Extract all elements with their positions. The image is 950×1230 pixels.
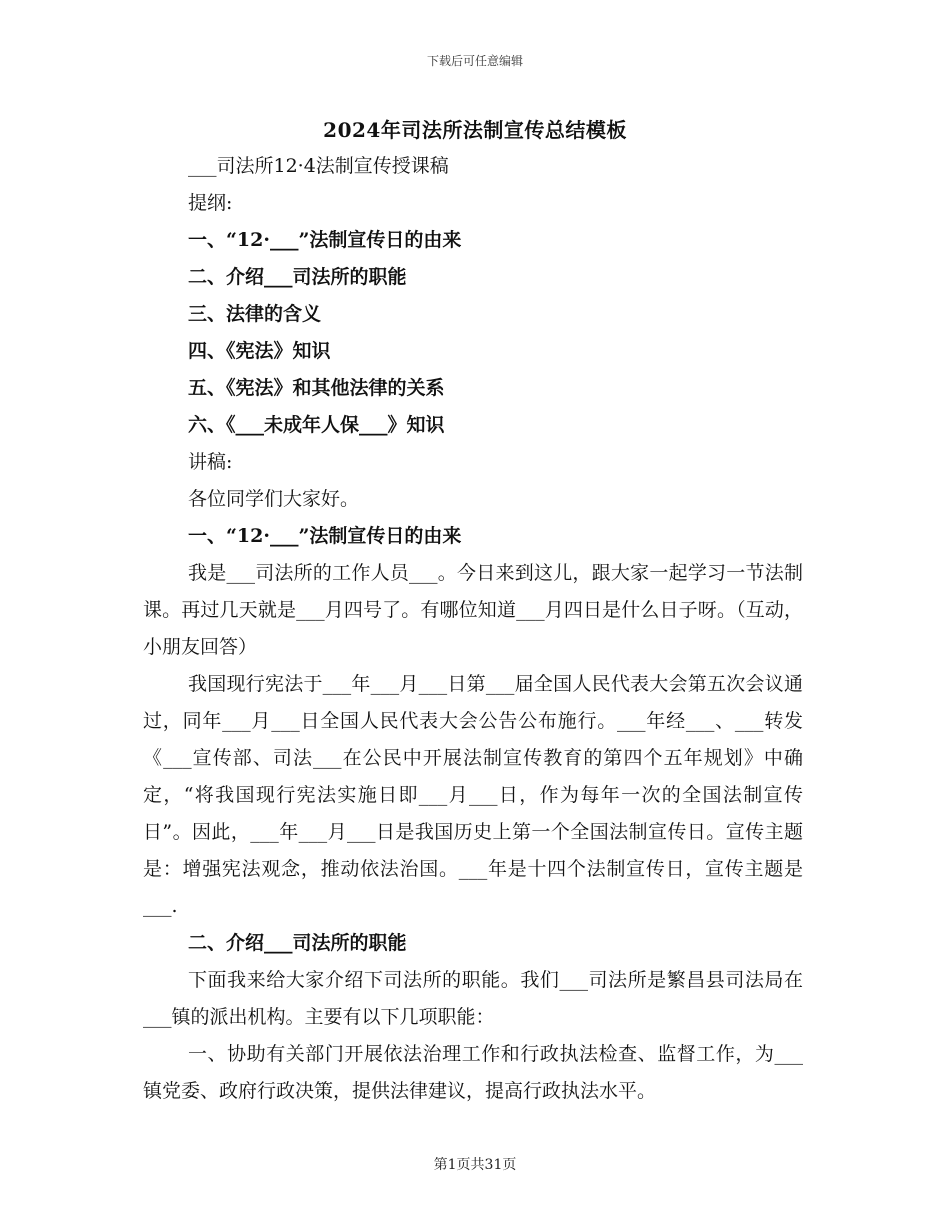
- outline-item-4: 四、《宪法》知识: [188, 340, 331, 362]
- outline-item-2: 二、介绍___司法所的职能: [188, 266, 407, 288]
- outline-item-6: 六、《___未成年人保___》知识: [188, 414, 445, 436]
- page-footer: 第1页共31页: [433, 1157, 517, 1173]
- body-paragraph: 我是___司法所的工作人员___。今日来到这儿，跟大家一起学习一节法制课。再过几天就是___月四号了。有哪位知道___月四日是什么日子呀。（互动，小朋友回答）: [143, 562, 803, 658]
- body-paragraph: 下面我来给大家介绍下司法所的职能。我们___司法所是繁昌县司法局在___镇的派出机构。主要有以下几项职能：: [143, 969, 803, 1028]
- outline-label: 提纲:: [188, 192, 233, 214]
- header-note: 下载后可任意编辑: [426, 54, 523, 68]
- outline-item-1: 一、“12·___”法制宣传日的由来: [188, 229, 462, 251]
- body-paragraph: 一、协助有关部门开展依法治理工作和行政执法检查、监督工作，为___镇党委、政府行政决策，提供法律建议，提高行政执法水平。: [143, 1043, 803, 1102]
- subtitle-line: ___司法所12·4法制宣传授课稿: [188, 155, 449, 177]
- script-label: 讲稿:: [188, 451, 233, 473]
- body-paragraph: 我国现行宪法于___年___月___日第___届全国人民代表大会第五次会议通过，同年___月___日全国人民代表大会公告公布施行。___年经___、___转发《___宣传部、司法___在公民中开展法制宣传教育的第四个五年规划》中确定，“将我国现行宪法实施日即___月___日，作为每年一次的全国法制宣传日”。因此，___年___月___日是我国历史上第一个全国法制宣传日。宣传主题是：增强宪法观念，推动依法治国。___年是十四个法制宣传日，宣传主题是___.: [143, 673, 803, 917]
- outline-item-5: 五、《宪法》和其他法律的关系: [188, 377, 445, 399]
- section-heading-2: 二、介绍___司法所的职能: [188, 932, 407, 954]
- document-title: 2024年司法所法制宣传总结模板: [323, 118, 627, 142]
- greeting-line: 各位同学们大家好。: [188, 488, 360, 510]
- outline-item-3: 三、法律的含义: [188, 303, 322, 325]
- document-body: [143, 148, 803, 1110]
- section-heading-1: 一、“12·___”法制宣传日的由来: [188, 525, 462, 547]
